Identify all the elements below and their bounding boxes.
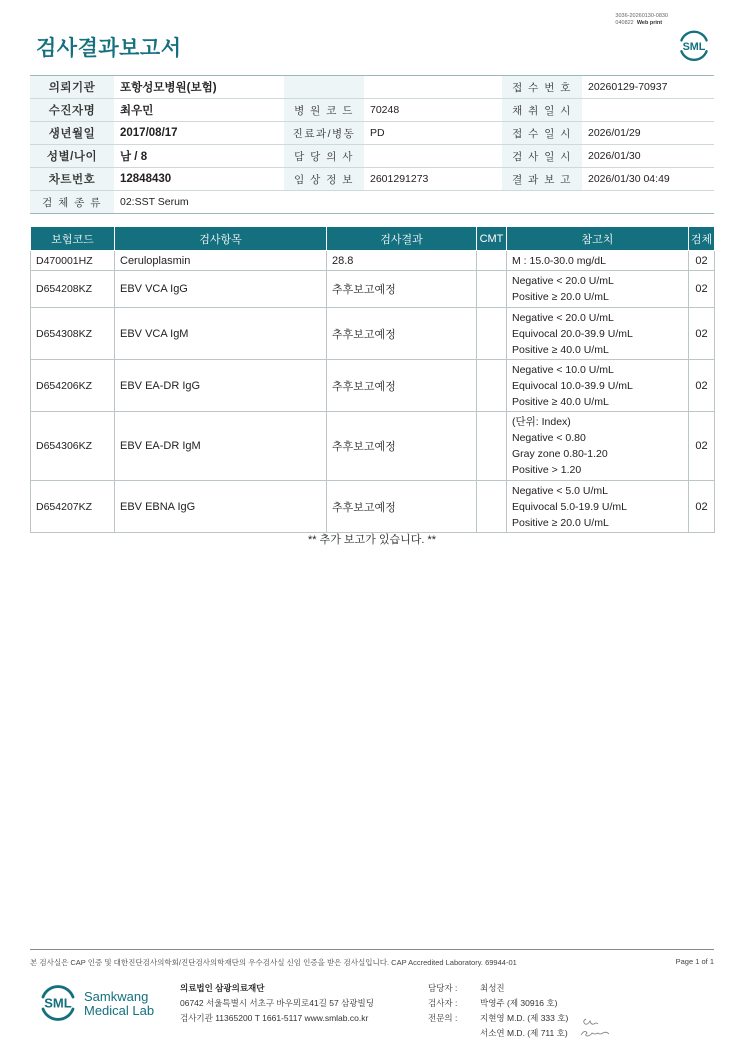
result-row <box>31 481 715 533</box>
reference-line: Equivocal 20.0-39.9 U/mL <box>512 327 633 340</box>
info-value: 최우민 <box>114 99 284 122</box>
cmt-cell <box>477 481 507 533</box>
test-item-cell: Ceruloplasmin <box>115 251 327 271</box>
test-result-cell: 추후보고예정 <box>327 481 477 533</box>
info-label: 접 수 일 시 <box>502 122 582 145</box>
logo-line1: Samkwang <box>84 989 149 1004</box>
info-label: 접 수 번 호 <box>502 76 582 99</box>
report-code <box>615 13 668 27</box>
reference-cell <box>507 308 689 360</box>
info-value <box>364 76 502 99</box>
test-item-cell: EBV EA-DR IgM <box>115 412 327 481</box>
info-label: 채 취 일 시 <box>502 99 582 122</box>
certification-text: 본 검사실은 CAP 인증 및 대한진단검사의학회/진단검사의학재단의 우수검사실 신임 인증을 받은 검사실입니다. CAP Accredited Laboratory. 69944-01 <box>30 958 517 967</box>
reference-line: Positive > 1.20 <box>512 464 582 476</box>
info-label: 성별/나이 <box>30 145 114 168</box>
reference-line: M : 15.0-30.0 mg/dL <box>512 254 606 267</box>
info-row-requesting-institution <box>30 76 714 99</box>
info-value: 2026/01/30 04:49 <box>582 168 714 191</box>
test-result-cell: 추후보고예정 <box>327 308 477 360</box>
reference-cell <box>507 271 689 308</box>
insurance-code-cell: D654206KZ <box>31 360 115 412</box>
insurance-code-cell: D470001HZ <box>31 251 115 271</box>
reference-line: Positive ≥ 20.0 U/mL <box>512 516 609 529</box>
staff-row <box>428 1026 568 1041</box>
staff-value: 박영주 (제 30916 호) <box>480 998 558 1008</box>
reference-line: Positive ≥ 40.0 U/mL <box>512 395 609 408</box>
test-item-cell: EBV VCA IgM <box>115 308 327 360</box>
organization-name: 의료법인 삼광의료재단 <box>180 983 265 993</box>
insurance-code-cell: D654208KZ <box>31 271 115 308</box>
col-reference: 참고치 <box>507 227 689 251</box>
result-row <box>31 308 715 360</box>
staff-info <box>428 981 568 1041</box>
sml-logo-icon <box>676 26 712 62</box>
report-code-line2: 040822 <box>615 20 634 26</box>
info-row-specimen <box>30 191 714 214</box>
result-row <box>31 271 715 308</box>
reference-line: Gray zone 0.80-1.20 <box>512 448 608 460</box>
test-item-cell: EBV EA-DR IgG <box>115 360 327 412</box>
reference-cell <box>507 360 689 412</box>
info-label: 진료과/병동 <box>284 122 364 145</box>
info-row-sex-age <box>30 145 714 168</box>
staff-value: 서소연 M.D. (제 711 호) <box>480 1028 568 1038</box>
info-value: 2026/01/29 <box>582 122 714 145</box>
patient-info-body <box>30 76 714 214</box>
test-item-cell: EBV VCA IgG <box>115 271 327 308</box>
info-value: 남 / 8 <box>114 145 284 168</box>
cmt-cell <box>477 360 507 412</box>
staff-value: 최성진 <box>480 983 505 993</box>
cmt-cell <box>477 412 507 481</box>
footer-divider <box>30 949 714 950</box>
info-label: 의뢰기관 <box>30 76 114 99</box>
reference-line: Negative < 0.80 <box>512 432 586 444</box>
staff-label: 전문의 : <box>428 1013 458 1023</box>
info-row-birth-date <box>30 122 714 145</box>
reference-cell <box>507 481 689 533</box>
info-label: 임 상 정 보 <box>284 168 364 191</box>
specimen-value: 02:SST Serum <box>114 191 714 214</box>
staff-label: 담당자 : <box>428 983 458 993</box>
specimen-cell: 02 <box>689 412 715 481</box>
info-value <box>582 99 714 122</box>
reference-line: (단위: Index) <box>512 416 571 428</box>
staff-label: 검사자 : <box>428 998 458 1008</box>
reference-line: Equivocal 5.0-19.9 U/mL <box>512 500 627 513</box>
info-value: PD <box>364 122 502 145</box>
reference-line: Negative < 20.0 U/mL <box>512 311 614 324</box>
info-value: 70248 <box>364 99 502 122</box>
info-label <box>284 76 364 99</box>
staff-row <box>428 981 568 996</box>
info-label: 검 사 일 시 <box>502 145 582 168</box>
test-result-cell: 추후보고예정 <box>327 360 477 412</box>
reference-cell <box>507 412 689 481</box>
staff-value: 지현영 M.D. (제 333 호) <box>480 1013 569 1023</box>
insurance-code-cell: D654306KZ <box>31 412 115 481</box>
specimen-cell: 02 <box>689 308 715 360</box>
results-table <box>30 226 715 533</box>
test-result-cell: 28.8 <box>327 251 477 271</box>
additional-report-note: ** 추가 보고가 있습니다. ** <box>307 534 437 546</box>
specimen-cell: 02 <box>689 360 715 412</box>
col-cmt: CMT <box>477 227 507 251</box>
info-value: 2601291273 <box>364 168 502 191</box>
patient-info-table <box>30 75 714 214</box>
samkwang-logo-icon <box>38 982 78 1022</box>
col-test-result: 검사결과 <box>327 227 477 251</box>
cmt-cell <box>477 271 507 308</box>
test-item-cell: EBV EBNA IgG <box>115 481 327 533</box>
staff-label <box>428 1026 480 1041</box>
info-label: 결 과 보 고 <box>502 168 582 191</box>
info-value: 포항성모병원(보험) <box>114 76 284 99</box>
staff-row <box>428 1011 568 1026</box>
col-specimen: 검체 <box>689 227 715 251</box>
info-value: 20260129-70937 <box>582 76 714 99</box>
web-print-label: Web print <box>636 20 663 26</box>
col-test-item: 검사항목 <box>115 227 327 251</box>
info-row-patient-name <box>30 99 714 122</box>
cmt-cell <box>477 308 507 360</box>
insurance-code-cell: D654207KZ <box>31 481 115 533</box>
sml-logo-text: SML <box>682 40 706 53</box>
logo-line2: Medical Lab <box>84 1003 155 1018</box>
info-label: 생년월일 <box>30 122 114 145</box>
info-value <box>364 145 502 168</box>
test-result-cell: 추후보고예정 <box>327 271 477 308</box>
signature-image <box>578 1010 614 1040</box>
info-value: 2026/01/30 <box>582 145 714 168</box>
samkwang-logo-text <box>84 990 154 1018</box>
reference-line: Negative < 20.0 U/mL <box>512 275 614 287</box>
insurance-code-cell: D654308KZ <box>31 308 115 360</box>
info-row-chart-number <box>30 168 714 191</box>
samkwang-logo-mark: SML <box>44 995 72 1011</box>
specimen-cell: 02 <box>689 481 715 533</box>
info-value: 12848430 <box>114 168 284 191</box>
reference-line: Negative < 10.0 U/mL <box>512 363 614 376</box>
organization-info <box>180 981 374 1026</box>
result-row <box>31 412 715 481</box>
result-row <box>31 251 715 271</box>
info-label: 수진자명 <box>30 99 114 122</box>
info-label: 병 원 코 드 <box>284 99 364 122</box>
specimen-cell: 02 <box>689 271 715 308</box>
cmt-cell <box>477 251 507 271</box>
test-result-cell: 추후보고예정 <box>327 412 477 481</box>
reference-line: Negative < 5.0 U/mL <box>512 484 609 497</box>
col-insurance-code: 보험코드 <box>31 227 115 251</box>
report-code-line1: 3036-20260130-0830 <box>615 13 668 19</box>
organization-address: 06742 서울특별시 서초구 바우뫼로41길 57 삼광빌딩 <box>180 998 374 1008</box>
organization-contact: 검사기관 11365200 T 1661-5117 www.smlab.co.kr <box>180 1013 369 1023</box>
staff-row <box>428 996 568 1011</box>
page-number: Page 1 of 1 <box>675 957 714 966</box>
result-row <box>31 360 715 412</box>
specimen-label: 검 체 종 류 <box>30 191 114 214</box>
reference-cell <box>507 251 689 271</box>
reference-line: Equivocal 10.0-39.9 U/mL <box>512 379 633 392</box>
reference-line: Positive ≥ 20.0 U/mL <box>512 291 609 303</box>
info-label: 담 당 의 사 <box>284 145 364 168</box>
info-label: 차트번호 <box>30 168 114 191</box>
page-title: 검사결과보고서 <box>36 37 182 60</box>
reference-line: Positive ≥ 40.0 U/mL <box>512 343 609 356</box>
results-header-row <box>31 227 715 251</box>
results-body <box>31 251 715 533</box>
info-value: 2017/08/17 <box>114 122 284 145</box>
specimen-cell: 02 <box>689 251 715 271</box>
